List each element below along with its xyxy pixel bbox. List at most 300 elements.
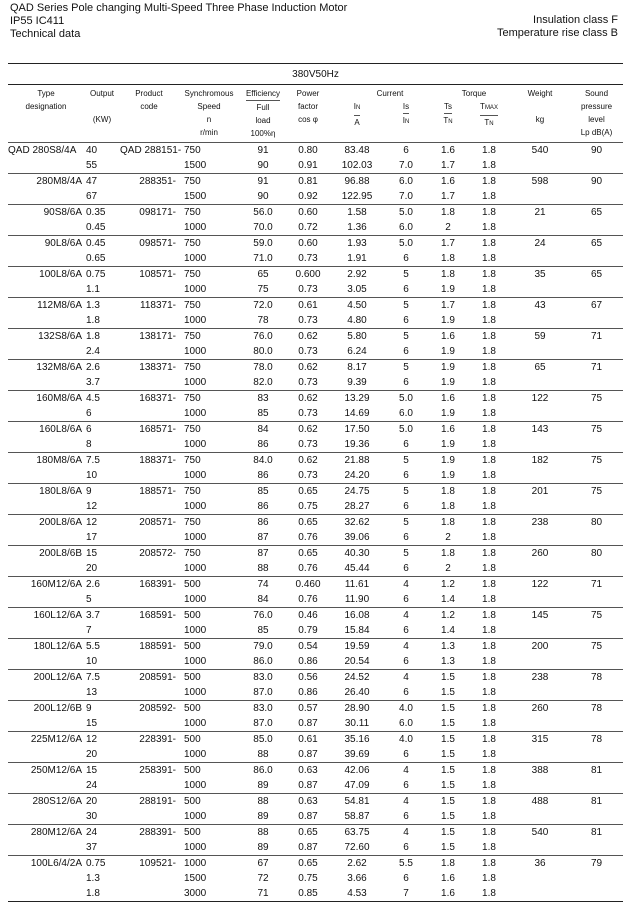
table-row <box>8 577 623 593</box>
type-cell <box>8 886 84 902</box>
table-row <box>8 732 623 748</box>
speed-cell: 750 <box>178 422 240 438</box>
power-factor-cell: 0.92 <box>298 191 318 202</box>
speed-cell: 750 <box>178 143 240 159</box>
weight-cell <box>510 406 570 422</box>
table-row <box>8 747 623 763</box>
current-cell: 3.66 <box>347 873 367 884</box>
sound-cell <box>570 886 623 902</box>
speed-cell: 1500 <box>184 873 207 884</box>
max-torque-ratio-cell: 1.8 <box>482 594 496 605</box>
output-cell: 0.45 <box>86 222 106 233</box>
starting-torque-ratio-cell: 1.6 <box>428 329 468 345</box>
starting-current-ratio-cell: 6 <box>403 377 409 388</box>
weight-cell: 540 <box>510 143 570 159</box>
weight-cell <box>510 251 570 267</box>
starting-current-ratio-cell: 5 <box>384 267 428 283</box>
type-cell: 90L8/6A <box>8 236 84 252</box>
table-row <box>8 375 623 391</box>
type-cell <box>8 747 84 763</box>
current-cell: 72.60 <box>344 842 370 853</box>
starting-current-ratio-cell: 4 <box>384 763 428 779</box>
current-cell: 20.54 <box>344 656 370 667</box>
efficiency-cell: 91 <box>240 174 286 190</box>
starting-torque-ratio-cell: 1.8 <box>428 856 468 872</box>
product-code-cell: 288391- <box>120 825 178 841</box>
sound-cell <box>570 375 623 391</box>
max-torque-ratio-cell: 1.8 <box>468 577 510 593</box>
weight-cell: 122 <box>510 577 570 593</box>
sound-cell: 75 <box>570 391 623 407</box>
starting-torque-ratio-cell: 1.5 <box>441 687 455 698</box>
sound-cell: 71 <box>570 329 623 345</box>
efficiency-cell: 87.0 <box>253 718 273 729</box>
efficiency-cell: 85 <box>257 408 269 419</box>
starting-torque-ratio-cell: 1.5 <box>441 780 455 791</box>
current-cell: 122.95 <box>341 191 373 202</box>
sound-cell <box>570 313 623 329</box>
product-code-cell: 138171- <box>120 329 178 345</box>
starting-current-ratio-cell: 4 <box>384 825 428 841</box>
type-cell <box>8 561 84 577</box>
speed-cell: 3000 <box>178 886 240 902</box>
efficiency-cell: 72 <box>257 873 269 884</box>
weight-cell <box>510 189 570 205</box>
power-factor-cell: 0.60 <box>286 236 330 252</box>
starting-torque-ratio-cell: 1.6 <box>428 174 468 190</box>
output-cell: 3.7 <box>84 608 120 624</box>
efficiency-cell: 84 <box>257 594 269 605</box>
speed-cell: 750 <box>178 205 240 221</box>
output-cell: 4.5 <box>84 391 120 407</box>
speed-cell: 1000 <box>184 625 207 636</box>
starting-current-ratio-cell: 5 <box>384 298 428 314</box>
speed-cell: 750 <box>178 236 240 252</box>
output-cell: 13 <box>86 687 98 698</box>
table-row <box>8 220 623 236</box>
starting-current-ratio-cell: 6 <box>403 687 409 698</box>
sound-cell <box>570 344 623 360</box>
sound-cell: 75 <box>570 484 623 500</box>
table-row <box>8 453 623 469</box>
weight-cell: 260 <box>510 546 570 562</box>
weight-cell: 143 <box>510 422 570 438</box>
output-cell: 30 <box>86 811 98 822</box>
power-factor-cell: 0.86 <box>298 687 318 698</box>
output-cell: 0.75 <box>84 267 120 283</box>
sound-cell <box>570 251 623 267</box>
type-cell: 200L12/6B <box>8 701 84 717</box>
product-code-cell: 208592- <box>120 701 178 717</box>
product-code-cell <box>120 778 178 794</box>
weight-cell: 35 <box>510 267 570 283</box>
power-factor-cell: 0.81 <box>286 174 330 190</box>
starting-current-ratio-cell: 6 <box>403 842 409 853</box>
efficiency-cell: 88 <box>240 794 286 810</box>
table-row <box>8 422 623 438</box>
output-cell: 10 <box>86 470 98 481</box>
table-row <box>8 406 623 422</box>
table-row <box>8 344 623 360</box>
efficiency-cell: 78 <box>257 315 269 326</box>
current-cell: 45.44 <box>344 563 370 574</box>
max-torque-ratio-cell: 1.8 <box>468 546 510 562</box>
efficiency-cell: 87.0 <box>253 687 273 698</box>
weight-cell <box>510 282 570 298</box>
product-code-cell <box>120 437 178 453</box>
efficiency-cell: 88 <box>257 749 269 760</box>
power-factor-cell: 0.73 <box>298 408 318 419</box>
product-code-cell: 288191- <box>120 794 178 810</box>
type-cell: 132M8/6A <box>8 360 84 376</box>
document-header <box>10 2 347 41</box>
speed-cell: 750 <box>178 515 240 531</box>
product-code-cell <box>120 623 178 639</box>
starting-torque-ratio-cell: 1.9 <box>441 470 455 481</box>
efficiency-cell: 86 <box>240 515 286 531</box>
power-factor-cell: 0.73 <box>298 470 318 481</box>
weight-cell: 36 <box>510 856 570 872</box>
output-cell: 1.3 <box>84 298 120 314</box>
output-cell: 2.6 <box>84 360 120 376</box>
efficiency-cell: 86 <box>257 439 269 450</box>
efficiency-cell: 83 <box>240 391 286 407</box>
efficiency-cell: 74 <box>240 577 286 593</box>
speed-cell: 1000 <box>184 470 207 481</box>
starting-current-ratio-cell: 4 <box>384 608 428 624</box>
speed-cell: 1000 <box>184 656 207 667</box>
output-cell: 5 <box>86 594 92 605</box>
type-cell <box>8 654 84 670</box>
efficiency-cell: 87 <box>257 532 269 543</box>
max-torque-ratio-cell: 1.8 <box>468 732 510 748</box>
output-cell: 7.5 <box>84 453 120 469</box>
starting-current-ratio-cell: 4.0 <box>384 701 428 717</box>
type-cell: 132S8/6A <box>8 329 84 345</box>
sound-cell: 79 <box>570 856 623 872</box>
sound-cell <box>570 871 623 886</box>
starting-torque-ratio-cell: 1.9 <box>441 439 455 450</box>
current-cell: 24.52 <box>330 670 384 686</box>
weight-cell <box>510 530 570 546</box>
weight-cell: 145 <box>510 608 570 624</box>
weight-cell <box>510 747 570 763</box>
current-cell: 4.80 <box>347 315 367 326</box>
max-torque-ratio-cell: 1.8 <box>468 236 510 252</box>
max-torque-ratio-cell: 1.8 <box>468 825 510 841</box>
speed-cell: 1000 <box>184 439 207 450</box>
product-code-cell: QAD 288151- <box>120 143 178 159</box>
power-factor-cell: 0.62 <box>286 422 330 438</box>
starting-current-ratio-cell: 6 <box>403 532 409 543</box>
speed-cell: 500 <box>178 794 240 810</box>
type-cell <box>8 220 84 236</box>
starting-torque-ratio-cell: 1.5 <box>441 811 455 822</box>
weight-cell <box>510 375 570 391</box>
current-cell: 2.62 <box>330 856 384 872</box>
current-cell: 47.09 <box>344 780 370 791</box>
current-group-label: Current <box>376 89 404 98</box>
starting-torque-ratio-cell: 1.9 <box>441 315 455 326</box>
sound-cell: 65 <box>570 267 623 283</box>
table-row <box>8 282 623 298</box>
product-code-cell: 138371- <box>120 360 178 376</box>
type-cell <box>8 716 84 732</box>
weight-cell <box>510 344 570 360</box>
table-row <box>8 763 623 779</box>
product-code-cell <box>120 592 178 608</box>
starting-current-ratio-cell: 5 <box>384 515 428 531</box>
power-factor-cell: 0.73 <box>298 315 318 326</box>
weight-cell <box>510 437 570 453</box>
efficiency-cell: 75 <box>257 284 269 295</box>
max-torque-ratio-cell: 1.8 <box>482 563 496 574</box>
speed-cell: 500 <box>178 577 240 593</box>
product-code-cell <box>120 499 178 515</box>
table-row <box>8 561 623 577</box>
sound-cell: 78 <box>570 732 623 748</box>
max-torque-ratio-cell: 1.8 <box>468 267 510 283</box>
starting-torque-ratio-cell: 1.7 <box>441 191 455 202</box>
current-cell: 5.80 <box>330 329 384 345</box>
power-factor-cell: 0.87 <box>298 780 318 791</box>
starting-current-ratio-cell: 7.0 <box>399 160 413 171</box>
current-cell: 63.75 <box>330 825 384 841</box>
power-factor-cell: 0.79 <box>298 625 318 636</box>
efficiency-cell: 59.0 <box>240 236 286 252</box>
starting-torque-ratio-cell: 1.5 <box>428 701 468 717</box>
current-cell: 1.36 <box>347 222 367 233</box>
output-cell: 20 <box>84 794 120 810</box>
power-factor-cell: 0.62 <box>286 453 330 469</box>
max-torque-ratio-cell: 1.8 <box>468 515 510 531</box>
output-cell: 5.5 <box>84 639 120 655</box>
type-cell <box>8 189 84 205</box>
max-torque-ratio-cell: 1.8 <box>482 470 496 481</box>
power-factor-cell: 0.54 <box>286 639 330 655</box>
product-code-cell: 108571- <box>120 267 178 283</box>
output-cell: 3.7 <box>86 377 100 388</box>
starting-current-ratio-cell: 6 <box>403 811 409 822</box>
type-cell <box>8 499 84 515</box>
starting-torque-ratio-cell: 1.8 <box>441 501 455 512</box>
current-cell: 40.30 <box>330 546 384 562</box>
document-title: QAD Series Pole changing Multi-Speed Three Phase Induction Motor <box>10 2 348 14</box>
efficiency-cell: 84.0 <box>240 453 286 469</box>
sound-cell <box>570 530 623 546</box>
sound-cell <box>570 592 623 608</box>
power-factor-cell: 0.65 <box>286 856 330 872</box>
speed-cell: 500 <box>178 701 240 717</box>
product-code-cell: 208572- <box>120 546 178 562</box>
type-cell: 160M8/6A <box>8 391 84 407</box>
efficiency-cell: 86.0 <box>240 763 286 779</box>
col-weight: Weight kg <box>527 89 553 124</box>
output-cell: 17 <box>86 532 98 543</box>
starting-torque-ratio-cell: 1.5 <box>428 732 468 748</box>
weight-cell: 260 <box>510 701 570 717</box>
current-cell: 9.39 <box>347 377 367 388</box>
sound-cell <box>570 747 623 763</box>
weight-cell <box>510 871 570 886</box>
type-cell: 100L8/6A <box>8 267 84 283</box>
weight-cell <box>510 499 570 515</box>
power-factor-cell: 0.73 <box>298 284 318 295</box>
power-factor-cell: 0.46 <box>286 608 330 624</box>
efficiency-cell: 76.0 <box>240 608 286 624</box>
type-cell: 180L12/6A <box>8 639 84 655</box>
product-code-cell: 188571- <box>120 484 178 500</box>
speed-cell: 500 <box>178 670 240 686</box>
starting-torque-ratio-cell: 1.9 <box>441 284 455 295</box>
current-cell: 2.92 <box>330 267 384 283</box>
speed-cell: 500 <box>178 763 240 779</box>
power-factor-cell: 0.75 <box>298 501 318 512</box>
type-cell <box>8 375 84 391</box>
starting-torque-ratio-cell: 1.6 <box>428 143 468 159</box>
type-cell <box>8 344 84 360</box>
starting-torque-ratio-cell: 1.8 <box>428 546 468 562</box>
table-row <box>8 360 623 376</box>
table-row <box>8 267 623 283</box>
current-cell: 39.69 <box>344 749 370 760</box>
power-factor-cell: 0.87 <box>298 718 318 729</box>
power-factor-cell: 0.73 <box>298 439 318 450</box>
table-row <box>8 608 623 624</box>
weight-cell: 598 <box>510 174 570 190</box>
table-row <box>8 856 623 872</box>
col-torque-ts: Torque Ts TN <box>428 85 468 143</box>
current-cell: 3.05 <box>347 284 367 295</box>
output-cell: 12 <box>84 732 120 748</box>
sound-cell <box>570 623 623 639</box>
type-cell: 90S8/6A <box>8 205 84 221</box>
sound-cell: 71 <box>570 360 623 376</box>
sound-cell <box>570 437 623 453</box>
efficiency-cell: 65 <box>240 267 286 283</box>
power-factor-cell: 0.76 <box>298 563 318 574</box>
max-torque-ratio-cell: 1.8 <box>468 484 510 500</box>
current-cell: 26.40 <box>344 687 370 698</box>
output-cell: 1.8 <box>86 315 100 326</box>
col-speed: Synchromous Speed n r/min <box>184 89 234 137</box>
sound-cell <box>570 778 623 794</box>
type-cell <box>8 406 84 422</box>
product-code-cell: 109521- <box>120 856 178 872</box>
type-cell: 160M12/6A <box>8 577 84 593</box>
table-row <box>8 205 623 221</box>
sound-cell: 78 <box>570 670 623 686</box>
current-cell: 17.50 <box>330 422 384 438</box>
type-cell: 225M12/6A <box>8 732 84 748</box>
type-cell <box>8 158 84 174</box>
starting-torque-ratio-cell: 1.2 <box>428 608 468 624</box>
max-torque-ratio-cell: 1.8 <box>482 284 496 295</box>
weight-cell <box>510 716 570 732</box>
efficiency-cell: 89 <box>257 842 269 853</box>
max-torque-ratio-cell: 1.8 <box>482 718 496 729</box>
weight-cell: 182 <box>510 453 570 469</box>
table-row <box>8 251 623 267</box>
product-code-cell <box>120 189 178 205</box>
starting-torque-ratio-cell: 1.5 <box>428 794 468 810</box>
power-factor-cell: 0.65 <box>286 484 330 500</box>
efficiency-cell: 71 <box>240 886 286 902</box>
speed-cell: 1000 <box>184 563 207 574</box>
col-sound: Sound pressure level Lp dB(A) <box>580 89 613 137</box>
sound-cell: 75 <box>570 422 623 438</box>
speed-cell: 1500 <box>184 191 207 202</box>
max-torque-ratio-cell: 1.8 <box>482 253 496 264</box>
output-cell: 6 <box>86 408 92 419</box>
current-cell: 32.62 <box>330 515 384 531</box>
efficiency-cell: 89 <box>257 811 269 822</box>
output-cell: 2.6 <box>84 577 120 593</box>
current-cell: 24.75 <box>330 484 384 500</box>
max-torque-ratio-cell: 1.8 <box>468 298 510 314</box>
starting-torque-ratio-cell: 1.9 <box>441 346 455 357</box>
table-row <box>8 701 623 717</box>
max-torque-ratio-cell: 1.8 <box>482 749 496 760</box>
product-code-cell <box>120 809 178 825</box>
table-row <box>8 825 623 841</box>
efficiency-cell: 85 <box>240 484 286 500</box>
starting-current-ratio-cell: 5.0 <box>384 391 428 407</box>
max-torque-ratio-cell: 1.8 <box>482 656 496 667</box>
table-row <box>8 654 623 670</box>
power-factor-cell: 0.62 <box>286 360 330 376</box>
sound-cell: 75 <box>570 608 623 624</box>
starting-torque-ratio-cell: 1.4 <box>441 625 455 636</box>
product-code-cell: 208591- <box>120 670 178 686</box>
weight-cell: 315 <box>510 732 570 748</box>
starting-current-ratio-cell: 6.0 <box>399 718 413 729</box>
power-factor-cell: 0.85 <box>286 886 330 902</box>
table-row <box>8 329 623 345</box>
power-factor-cell: 0.57 <box>286 701 330 717</box>
output-cell: 12 <box>84 515 120 531</box>
max-torque-ratio-cell: 1.8 <box>468 329 510 345</box>
type-cell <box>8 623 84 639</box>
starting-current-ratio-cell: 5.0 <box>384 205 428 221</box>
speed-cell: 750 <box>178 391 240 407</box>
type-cell: QAD 280S8/4A <box>8 143 84 159</box>
product-code-cell <box>120 747 178 763</box>
power-factor-cell: 0.72 <box>298 222 318 233</box>
weight-cell: 540 <box>510 825 570 841</box>
output-cell: 40 <box>84 143 120 159</box>
speed-cell: 1000 <box>184 780 207 791</box>
starting-current-ratio-cell: 5 <box>384 453 428 469</box>
product-code-cell <box>120 871 178 886</box>
output-cell: 20 <box>86 563 98 574</box>
starting-torque-ratio-cell: 1.8 <box>441 253 455 264</box>
type-cell <box>8 530 84 546</box>
power-factor-cell: 0.63 <box>286 763 330 779</box>
sound-cell: 65 <box>570 205 623 221</box>
starting-current-ratio-cell: 6 <box>403 625 409 636</box>
sound-cell <box>570 158 623 174</box>
current-cell: 42.06 <box>330 763 384 779</box>
power-factor-cell: 0.87 <box>298 749 318 760</box>
power-factor-cell: 0.75 <box>298 873 318 884</box>
type-cell <box>8 778 84 794</box>
max-torque-ratio-cell: 1.8 <box>482 501 496 512</box>
table-row <box>8 670 623 686</box>
output-cell: 15 <box>84 546 120 562</box>
output-cell: 67 <box>86 191 98 202</box>
type-cell: 280S12/6A <box>8 794 84 810</box>
